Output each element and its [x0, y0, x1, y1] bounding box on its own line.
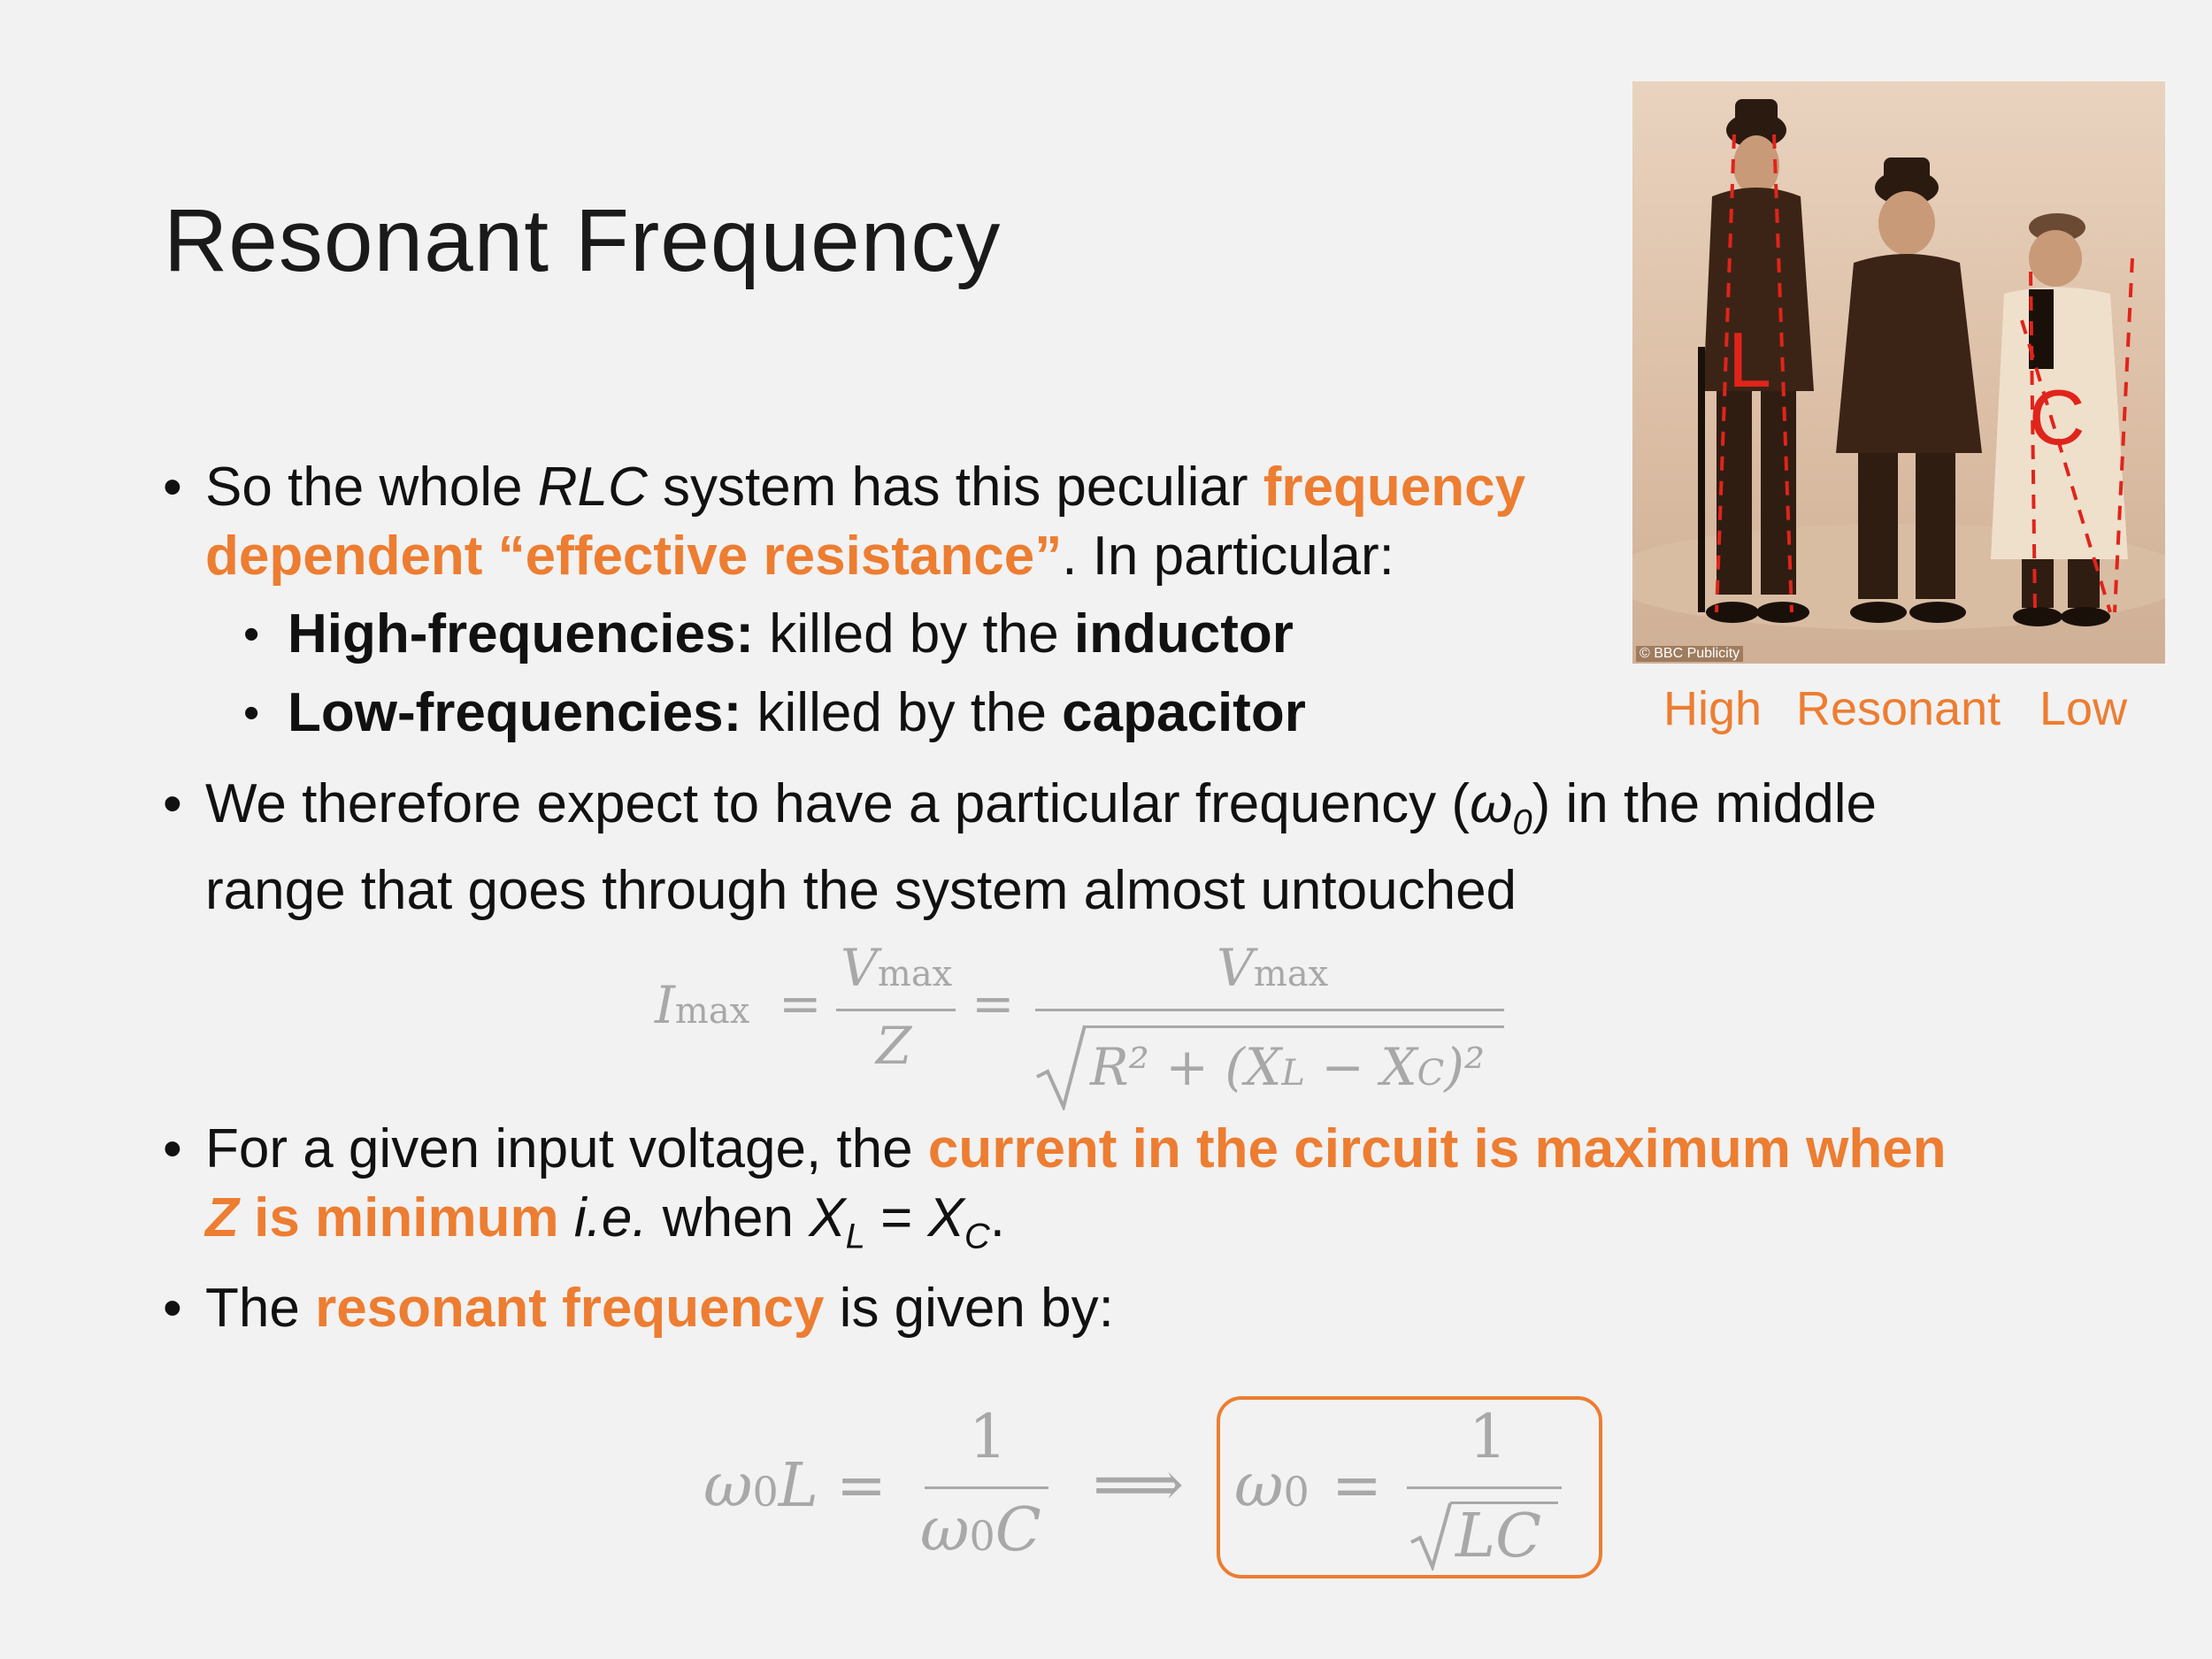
- eq-one: 1: [1469, 1402, 1508, 1472]
- omega-symbol: ω: [1470, 773, 1513, 834]
- equation-imax: [655, 938, 1522, 1115]
- sqrt-bar: [1085, 1025, 1504, 1028]
- letter-c: C: [2029, 373, 2085, 461]
- text: killed by the: [741, 682, 1063, 743]
- fraction-bar: [836, 1009, 956, 1011]
- eq-sub-0: 0: [1283, 1468, 1310, 1516]
- sub-bullet-high: [243, 600, 1294, 669]
- eq-z: Z: [876, 1016, 912, 1076]
- text: The: [205, 1278, 316, 1339]
- subscript-c: C: [964, 1217, 990, 1256]
- highlight-effective-resistance: dependent “effective resistance”: [205, 526, 1063, 587]
- eq-max: max: [1253, 954, 1329, 995]
- bullet-particular-frequency: [163, 770, 2152, 926]
- bullet-current-maximum: [163, 1115, 2152, 1271]
- fraction-bar: [1407, 1486, 1562, 1489]
- comedy-sketch-photo: [1632, 81, 2165, 664]
- eq-v: V: [841, 938, 878, 998]
- subscript-l: L: [845, 1217, 865, 1256]
- implies-arrow: ⟹: [1093, 1447, 1185, 1521]
- omega-subscript: 0: [1512, 803, 1532, 842]
- photo-credit: © BBC Publicity: [1636, 646, 1743, 662]
- equation-resonant-frequency: [1234, 1402, 1597, 1579]
- text-high-frequencies: High-frequencies:: [288, 603, 755, 664]
- eq-max: max: [877, 954, 953, 995]
- highlight-z: Z: [205, 1187, 239, 1248]
- eq-root-end: )²: [1444, 1037, 1486, 1097]
- highlight-current-maximum: current in the circuit is maximum when: [927, 1118, 1947, 1179]
- eq-lc: LC: [1455, 1502, 1542, 1571]
- eq-omega: ω: [920, 1495, 970, 1565]
- text-ie: i.e.: [558, 1187, 648, 1248]
- eq-equals: =: [1332, 1451, 1382, 1521]
- text: We therefore expect to have a particular frequency (: [205, 773, 1471, 834]
- eq-sub-l: L: [1281, 1053, 1305, 1094]
- sqrt-sign: [1035, 1022, 1088, 1110]
- eq-equals: =: [779, 973, 822, 1033]
- highlight-resonant-frequency: resonant frequency: [315, 1278, 825, 1339]
- photo-label-high: High: [1663, 682, 1763, 735]
- eq-l: L: [778, 1451, 818, 1521]
- text: =: [864, 1187, 928, 1248]
- text-x: X: [927, 1187, 964, 1248]
- fraction-bar: [925, 1486, 1048, 1489]
- text-x: X: [809, 1187, 846, 1248]
- sub-bullet-dot: •: [243, 687, 260, 739]
- text: For a given input voltage, the: [205, 1118, 928, 1179]
- eq-equals: =: [836, 1451, 887, 1521]
- text: when: [647, 1187, 810, 1248]
- eq-root-body: R² + (X: [1090, 1037, 1282, 1097]
- eq-sub-0: 0: [969, 1512, 995, 1560]
- bullet-rlc-system: [163, 453, 1586, 591]
- photo-label-low: Low: [2039, 682, 2128, 735]
- highlight-is-minimum: is minimum: [238, 1187, 559, 1248]
- eq-max: max: [674, 991, 750, 1032]
- sub-bullet-dot: •: [243, 609, 260, 660]
- eq-root-mid: − X: [1304, 1037, 1417, 1097]
- text-capacitor: capacitor: [1062, 682, 1306, 743]
- eq-sub-c: C: [1417, 1053, 1445, 1094]
- slide-title: Resonant Frequency: [164, 191, 1002, 290]
- bullet-dot: •: [163, 1118, 182, 1179]
- text-low-frequencies: Low-frequencies:: [288, 682, 742, 743]
- equation-resonance-condition: [703, 1402, 1217, 1579]
- eq-omega: ω: [1234, 1451, 1284, 1521]
- eq-omega: ω: [703, 1451, 753, 1521]
- sqrt-sign: [1409, 1500, 1454, 1571]
- eq-i: I: [655, 975, 675, 1035]
- eq-sub-0: 0: [752, 1468, 779, 1516]
- photo-label-resonant: Resonant: [1796, 682, 2001, 735]
- bullet-resonant-frequency: [163, 1274, 1975, 1343]
- three-men-illustration: [1632, 81, 2165, 664]
- eq-equals: =: [972, 973, 1015, 1033]
- bullet-dot: •: [163, 457, 182, 518]
- highlight-frequency: frequency: [1263, 457, 1526, 518]
- eq-c: C: [995, 1495, 1041, 1565]
- text-rlc: RLC: [537, 457, 648, 518]
- letter-l: L: [1728, 316, 1771, 403]
- text: range that goes through the system almost untouched: [205, 860, 1517, 922]
- text: killed by the: [754, 603, 1074, 664]
- text: .: [989, 1187, 1005, 1248]
- text: system has this peculiar: [647, 457, 1263, 518]
- eq-one: 1: [969, 1402, 1008, 1472]
- text: ) in the middle: [1532, 773, 1878, 834]
- text: . In particular:: [1062, 526, 1394, 587]
- text: So the whole: [205, 457, 538, 518]
- sub-bullet-low: [243, 679, 1306, 748]
- text-inductor: inductor: [1073, 603, 1294, 664]
- eq-v: V: [1217, 938, 1254, 998]
- fraction-bar: [1035, 1009, 1504, 1011]
- bullet-dot: •: [163, 1278, 182, 1339]
- text: is given by:: [824, 1278, 1114, 1339]
- bullet-dot: •: [163, 773, 182, 834]
